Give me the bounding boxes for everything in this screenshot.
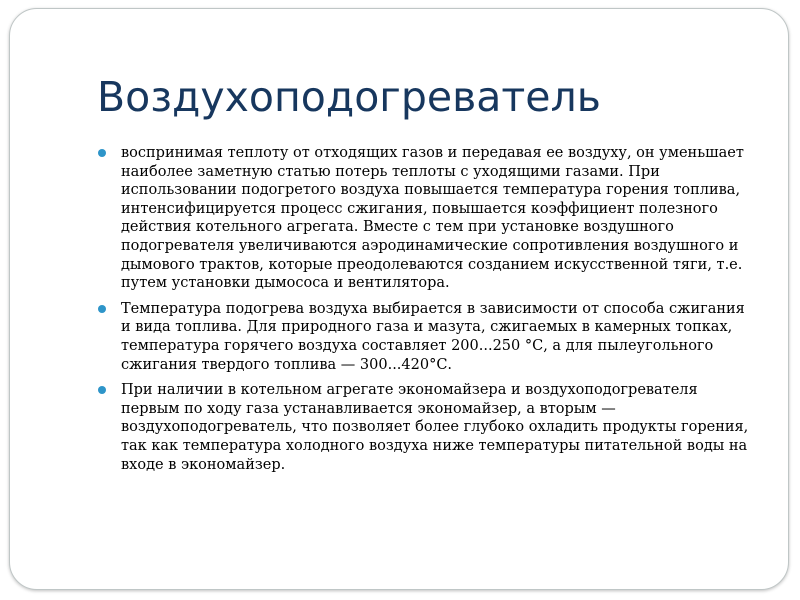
bullet-point-icon: [98, 149, 106, 157]
bullet-point-icon: [98, 305, 106, 313]
bullet-item-2: [98, 300, 758, 374]
bullet-point-icon: [98, 386, 106, 394]
bullet-text: воспринимая теплоту от отходящих газов и передавая ее воздуху, он уменьшает наиболее заметную статью потерь теплоты с уходящими газами. При использовании подогретого воздуха повышается температура горения топлива, интенсифицируется процесс сжигания, повышается коэффициент полезного действия котельного агрегата. Вместе с тем при установке воздушного подогревателя увеличиваются аэродинамические сопротивления воздушного и дымового трактов, которые преодолеваются созданием искусственной тяги, т.е. путем установки дымососа и вентилятора.: [121, 145, 744, 292]
bullet-text: При наличии в котельном агрегате экономайзера и воздухоподогревателя первым по ходу газа устанавливается экономайзер, а вторым — воздухоподогреватель, что позволяет более глубоко охладить продукты горения, так как температура холодного воздуха ниже температуры питательной воды на входе в экономайзер.: [121, 382, 749, 473]
bullet-text: Температура подогрева воздуха выбирается в зависимости от способа сжигания и вида топлива. Для природного газа и мазута, сжигаемых в камерных топках, температура горячего воздуха составляет 200...250 °С, а для пылеугольного сжигания твердого топлива — 300...420°С.: [121, 300, 745, 373]
bullet-item-3: [98, 381, 758, 474]
bullet-list: [98, 144, 758, 481]
bullet-item-1: [98, 144, 758, 293]
slide-title: Воздухоподогреватель: [97, 73, 601, 121]
slide-frame: [9, 8, 789, 590]
